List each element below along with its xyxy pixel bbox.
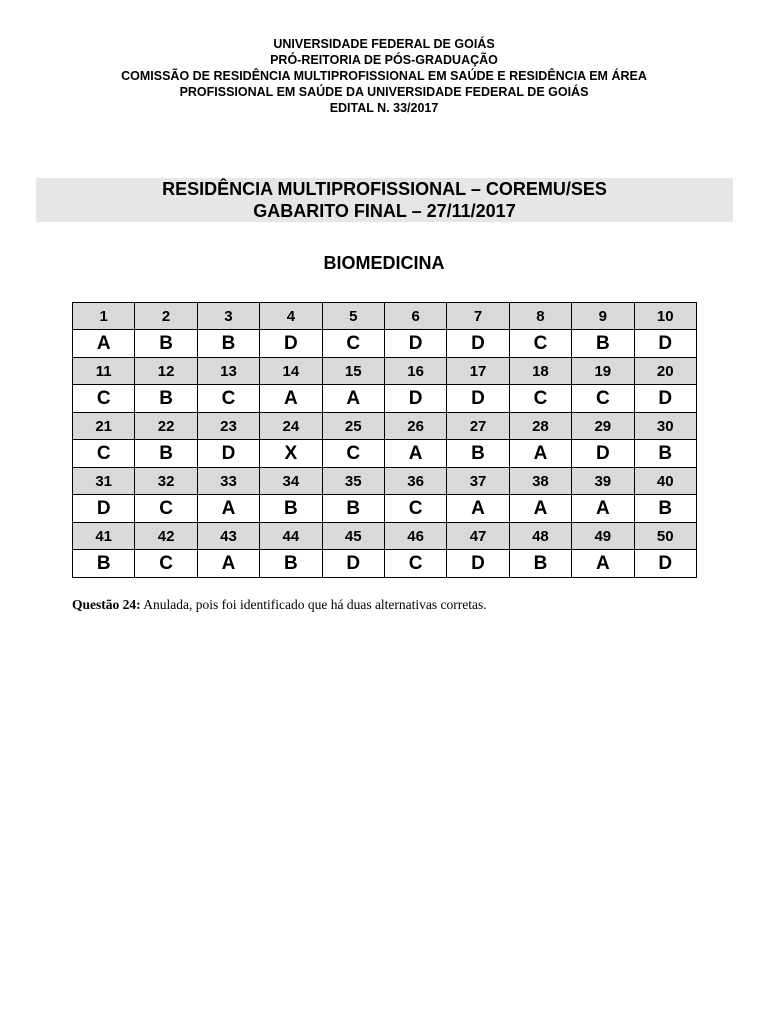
answer-cell: C — [135, 495, 197, 523]
question-number-cell: 35 — [322, 468, 384, 495]
answer-cell: A — [73, 330, 135, 358]
question-number-cell: 5 — [322, 303, 384, 330]
answer-cell: B — [135, 440, 197, 468]
answer-cell: A — [322, 385, 384, 413]
answer-cell: C — [73, 440, 135, 468]
question-number-cell: 29 — [572, 413, 634, 440]
question-number-cell: 30 — [634, 413, 696, 440]
answer-cell: B — [73, 550, 135, 578]
answer-cell: B — [509, 550, 571, 578]
question-number-cell: 9 — [572, 303, 634, 330]
answer-cell: A — [260, 385, 322, 413]
question-number-cell: 2 — [135, 303, 197, 330]
answer-cell: D — [384, 330, 446, 358]
question-number-cell: 49 — [572, 523, 634, 550]
answer-key-table — [72, 302, 697, 578]
question-number-cell: 40 — [634, 468, 696, 495]
question-number-cell: 24 — [260, 413, 322, 440]
question-number-cell: 8 — [509, 303, 571, 330]
question-number-cell: 17 — [447, 358, 509, 385]
answer-cell: B — [260, 495, 322, 523]
question-number-cell: 36 — [384, 468, 446, 495]
answer-cell: D — [634, 385, 696, 413]
question-number-cell: 1 — [73, 303, 135, 330]
banner-title: RESIDÊNCIA MULTIPROFISSIONAL – COREMU/SES — [162, 179, 607, 199]
banner-subtitle: GABARITO FINAL – 27/11/2017 — [253, 201, 516, 221]
answer-cell: D — [634, 550, 696, 578]
question-number-cell: 18 — [509, 358, 571, 385]
question-number-cell: 32 — [135, 468, 197, 495]
question-number-cell: 13 — [197, 358, 259, 385]
question-number-cell: 50 — [634, 523, 696, 550]
answer-cell: C — [135, 550, 197, 578]
answer-cell: B — [572, 330, 634, 358]
annulment-note — [72, 596, 712, 614]
question-number-cell: 23 — [197, 413, 259, 440]
answer-key-body — [73, 303, 697, 578]
answer-cell: C — [572, 385, 634, 413]
question-number-cell: 21 — [73, 413, 135, 440]
answer-cell: A — [197, 550, 259, 578]
answer-cell: A — [509, 495, 571, 523]
question-number-cell: 26 — [384, 413, 446, 440]
answer-cell: D — [260, 330, 322, 358]
header-line-university: UNIVERSIDADE FEDERAL DE GOIÁS — [273, 37, 495, 51]
question-number-cell: 42 — [135, 523, 197, 550]
subject-heading: BIOMEDICINA — [323, 253, 445, 273]
question-number-cell: 33 — [197, 468, 259, 495]
answer-cell: D — [73, 495, 135, 523]
answer-cell: C — [384, 495, 446, 523]
answer-cell: C — [73, 385, 135, 413]
header-line-commission-cont: PROFISSIONAL EM SAÚDE DA UNIVERSIDADE FEDERAL DE GOIÁS — [179, 85, 589, 99]
answer-cell: B — [634, 495, 696, 523]
answer-cell: D — [322, 550, 384, 578]
note-label: Questão 24: — [72, 597, 141, 612]
answer-cell: A — [572, 550, 634, 578]
answer-row — [73, 330, 697, 358]
question-number-row — [73, 303, 697, 330]
question-number-cell: 15 — [322, 358, 384, 385]
answer-cell: D — [384, 385, 446, 413]
question-number-cell: 44 — [260, 523, 322, 550]
question-number-cell: 47 — [447, 523, 509, 550]
question-number-row — [73, 523, 697, 550]
header-line-dean: PRÓ-REITORIA DE PÓS-GRADUAÇÃO — [270, 53, 498, 67]
question-number-cell: 28 — [509, 413, 571, 440]
question-number-cell: 11 — [73, 358, 135, 385]
question-number-cell: 19 — [572, 358, 634, 385]
answer-cell: C — [509, 385, 571, 413]
answer-cell: D — [634, 330, 696, 358]
title-banner — [36, 178, 733, 222]
answer-row — [73, 550, 697, 578]
answer-cell: C — [509, 330, 571, 358]
answer-row — [73, 385, 697, 413]
answer-cell: B — [634, 440, 696, 468]
answer-cell: A — [572, 495, 634, 523]
answer-cell: B — [260, 550, 322, 578]
answer-cell: D — [572, 440, 634, 468]
answer-cell: C — [384, 550, 446, 578]
question-number-row — [73, 358, 697, 385]
question-number-cell: 45 — [322, 523, 384, 550]
answer-cell: A — [509, 440, 571, 468]
question-number-cell: 34 — [260, 468, 322, 495]
answer-cell: C — [322, 440, 384, 468]
question-number-cell: 31 — [73, 468, 135, 495]
answer-cell: A — [197, 495, 259, 523]
question-number-cell: 14 — [260, 358, 322, 385]
question-number-cell: 48 — [509, 523, 571, 550]
answer-cell: B — [447, 440, 509, 468]
question-number-cell: 6 — [384, 303, 446, 330]
answer-cell: D — [447, 550, 509, 578]
question-number-cell: 12 — [135, 358, 197, 385]
question-number-cell: 46 — [384, 523, 446, 550]
header-line-edital: EDITAL N. 33/2017 — [329, 101, 439, 115]
answer-cell: A — [447, 495, 509, 523]
question-number-cell: 16 — [384, 358, 446, 385]
question-number-cell: 20 — [634, 358, 696, 385]
question-number-cell: 3 — [197, 303, 259, 330]
question-number-cell: 39 — [572, 468, 634, 495]
note-text: Anulada, pois foi identificado que há duas alternativas corretas. — [140, 597, 487, 612]
answer-cell: C — [322, 330, 384, 358]
question-number-cell: 37 — [447, 468, 509, 495]
question-number-cell: 4 — [260, 303, 322, 330]
answer-cell: A — [384, 440, 446, 468]
question-number-cell: 25 — [322, 413, 384, 440]
question-number-row — [73, 468, 697, 495]
answer-cell: B — [135, 330, 197, 358]
answer-cell: B — [322, 495, 384, 523]
question-number-cell: 22 — [135, 413, 197, 440]
answer-cell: B — [197, 330, 259, 358]
question-number-cell: 43 — [197, 523, 259, 550]
answer-cell: C — [197, 385, 259, 413]
question-number-cell: 10 — [634, 303, 696, 330]
question-number-cell: 27 — [447, 413, 509, 440]
answer-cell: D — [197, 440, 259, 468]
answer-cell: B — [135, 385, 197, 413]
answer-cell: D — [447, 385, 509, 413]
question-number-cell: 7 — [447, 303, 509, 330]
question-number-row — [73, 413, 697, 440]
answer-row — [73, 495, 697, 523]
document-header — [0, 36, 768, 116]
answer-row — [73, 440, 697, 468]
question-number-cell: 38 — [509, 468, 571, 495]
header-line-commission: COMISSÃO DE RESIDÊNCIA MULTIPROFISSIONAL EM SAÚDE E RESIDÊNCIA EM ÁREA — [121, 69, 647, 83]
answer-cell: X — [260, 440, 322, 468]
answer-cell: D — [447, 330, 509, 358]
question-number-cell: 41 — [73, 523, 135, 550]
